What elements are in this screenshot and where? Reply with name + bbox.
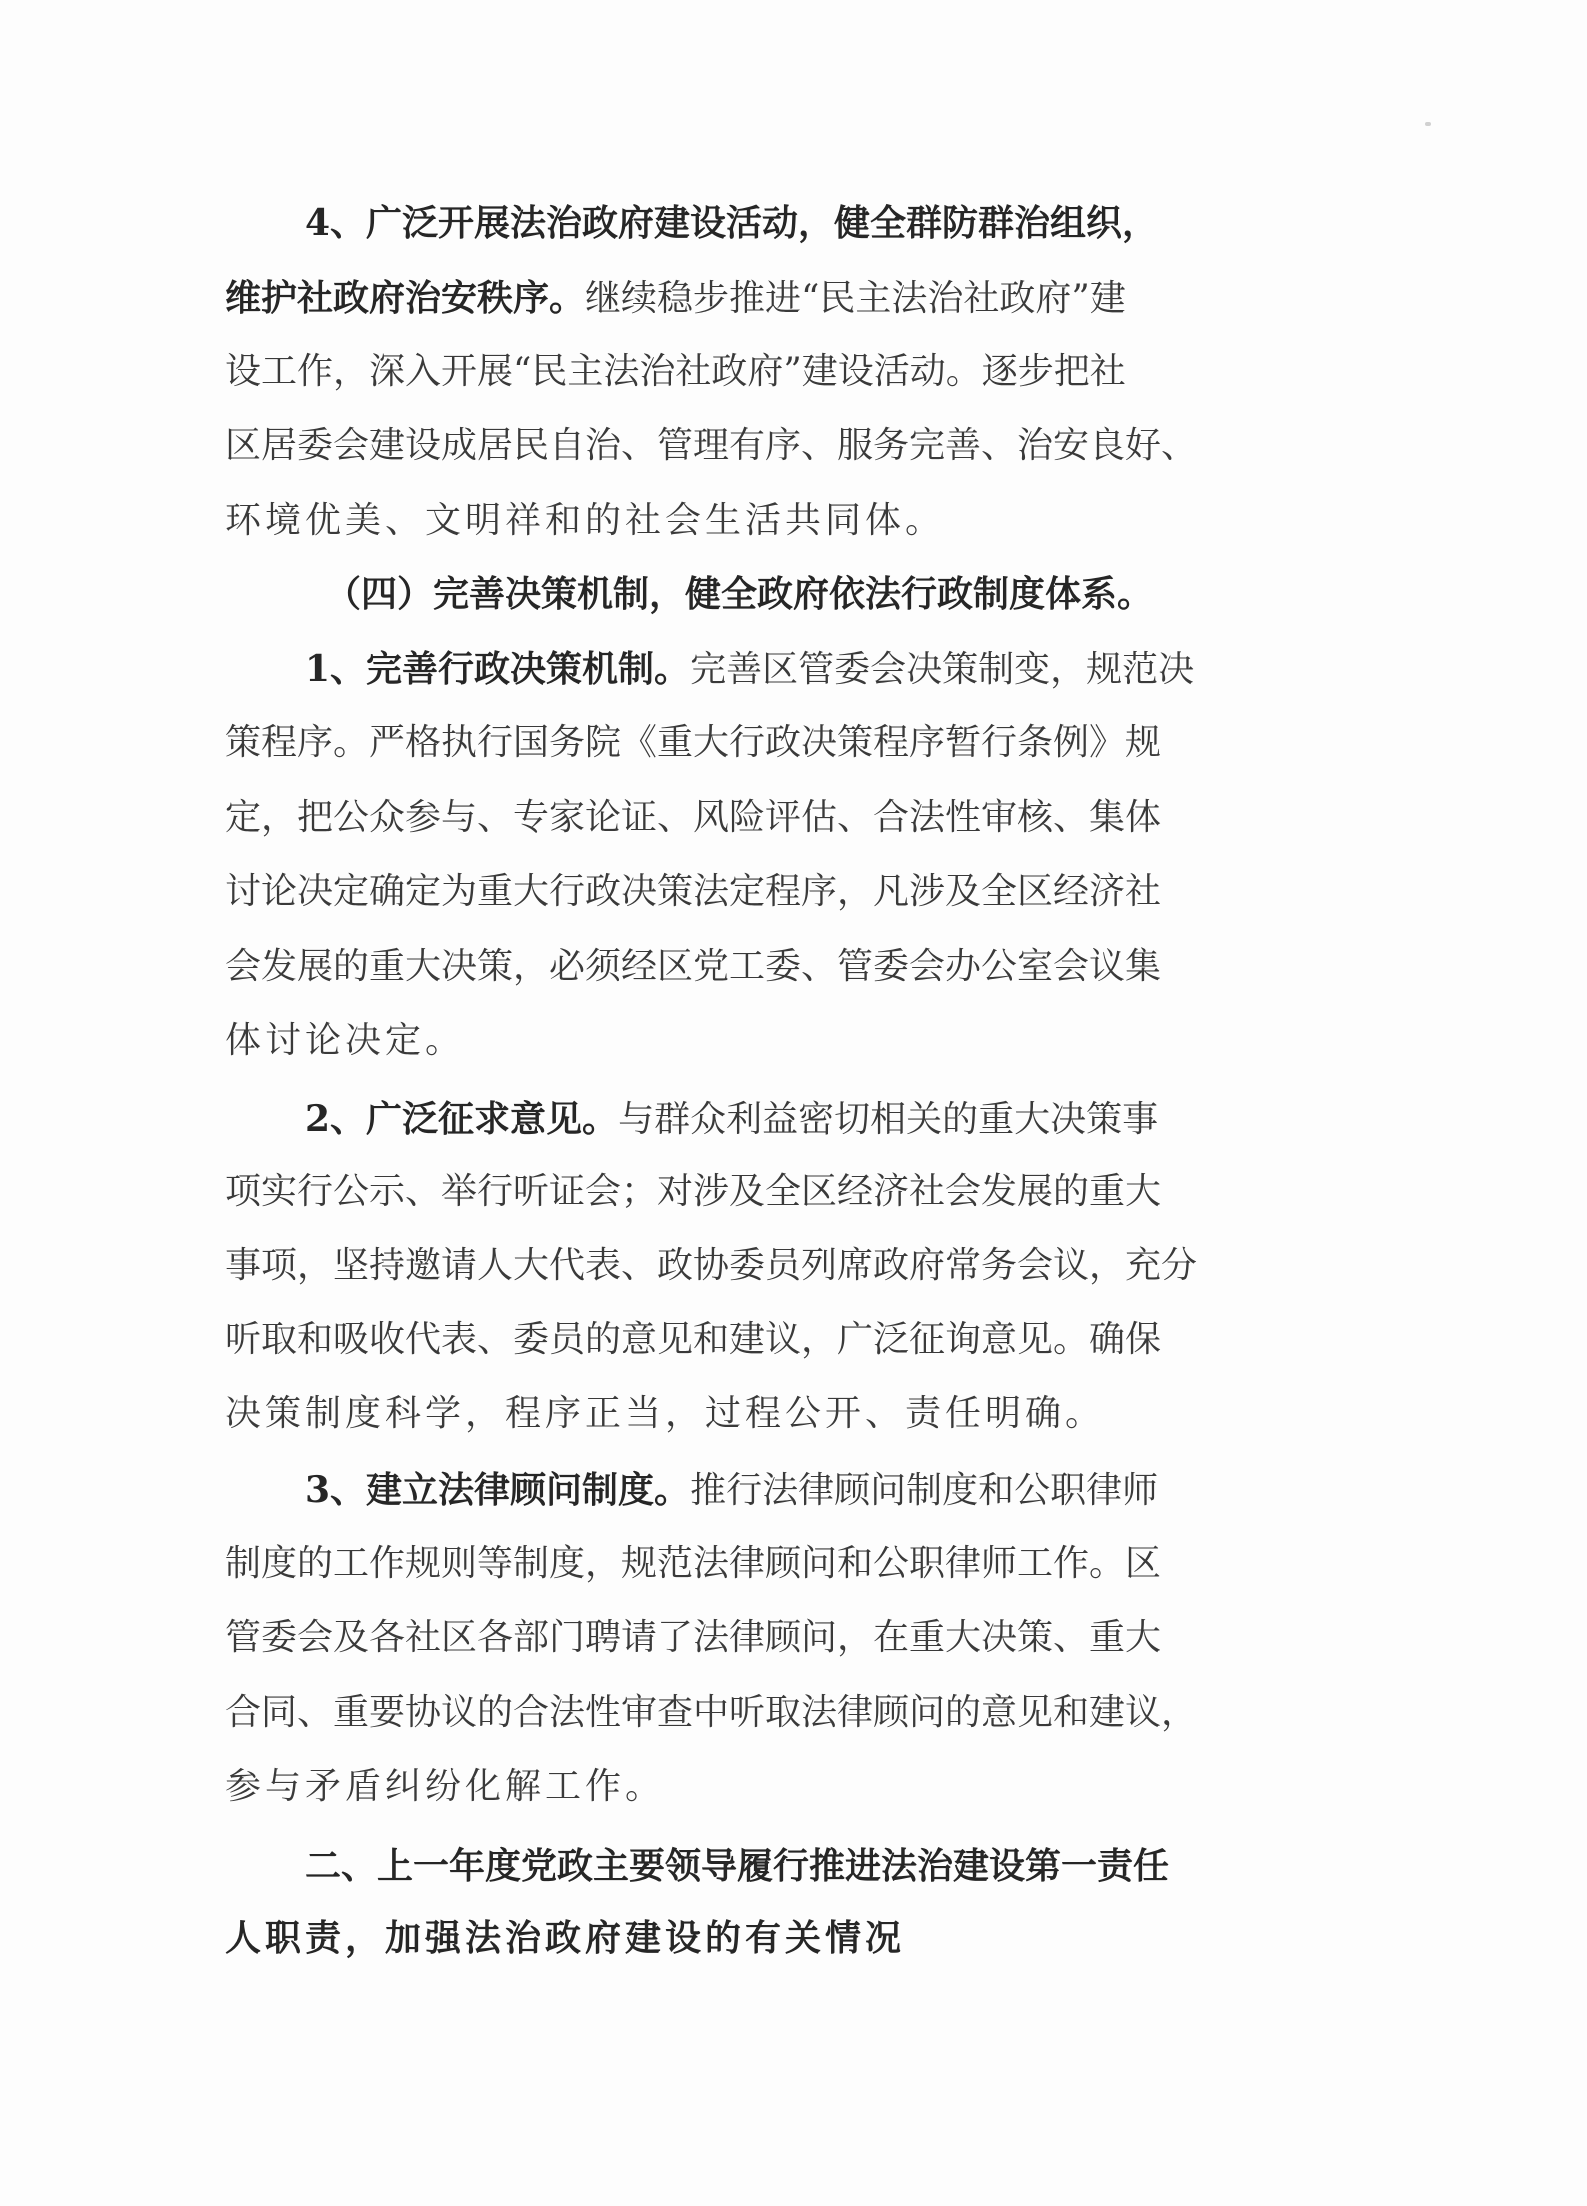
bold-lead: 维护社政府治安秩序。 xyxy=(225,277,586,319)
text-line: 决策制度科学，程序正当，过程公开、责任明确。 xyxy=(225,1393,1106,1434)
text-line: 区居委会建设成居民自治、管理有序、服务完善、治安良好、 xyxy=(225,425,1198,466)
text-line: 制度的工作规则等制度，规范法律顾问和公职律师工作。区 xyxy=(225,1543,1162,1584)
bold-lead: 4、广泛开展法治政府建设活动，健全群防群治组织， xyxy=(305,202,1159,244)
bold-lead: 2、广泛征求意见。 xyxy=(305,1098,619,1140)
text-line: 讨论决定确定为重大行政决策法定程序，凡涉及全区经济社 xyxy=(225,871,1162,912)
text-line xyxy=(305,199,1325,247)
text-line: 环境优美、文明祥和的社会生活共同体。 xyxy=(225,500,946,541)
text-line: 2、广泛征求意见。与群众利益密切相关的重大决策事 xyxy=(305,1098,1159,1140)
bold-lead: 3、建立法律顾问制度。 xyxy=(305,1469,691,1511)
text-line: 参与矛盾纠纷化解工作。 xyxy=(225,1766,666,1807)
text-line: 设工作，深入开展“民主法治社政府”建设活动。逐步把社 xyxy=(225,351,1126,392)
text-line: 合同、重要协议的合法性审查中听取法律顾问的意见和建议， xyxy=(225,1692,1198,1733)
text-line: 定，把公众参与、专家论证、风险评估、合法性审核、集体 xyxy=(225,797,1162,838)
heading-line: 人职责，加强法治政府建设的有关情况 xyxy=(225,1917,906,1959)
text-line: 项实行公示、举行听证会；对涉及全区经济社会发展的重大 xyxy=(225,1171,1162,1212)
text-line: 维护社政府治安秩序。继续稳步推进“民主法治社政府”建 xyxy=(225,277,1126,319)
text-line: 1、完善行政决策机制。完善区管委会决策制变，规范决 xyxy=(305,648,1195,690)
text-line: 管委会及各社区各部门聘请了法律顾问，在重大决策、重大 xyxy=(225,1617,1162,1658)
text-line: 策程序。严格执行国务院《重大行政决策程序暂行条例》规 xyxy=(225,722,1162,763)
text-line: 体讨论决定。 xyxy=(225,1020,466,1061)
scan-speck xyxy=(1425,122,1431,126)
text-line: 事项，坚持邀请人大代表、政协委员列席政府常务会议，充分 xyxy=(225,1245,1198,1286)
text-line: 听取和吸收代表、委员的意见和建议，广泛征询意见。确保 xyxy=(225,1319,1162,1360)
text-line: 3、建立法律顾问制度。推行法律顾问制度和公职律师 xyxy=(305,1469,1159,1511)
heading-line: （四）完善决策机制，健全政府依法行政制度体系。 xyxy=(325,573,1154,615)
bold-lead: 1、完善行政决策机制。 xyxy=(305,648,691,690)
text-line: 会发展的重大决策，必须经区党工委、管委会办公室会议集 xyxy=(225,946,1162,987)
heading-line: 二、上一年度党政主要领导履行推进法治建设第一责任 xyxy=(305,1845,1170,1887)
